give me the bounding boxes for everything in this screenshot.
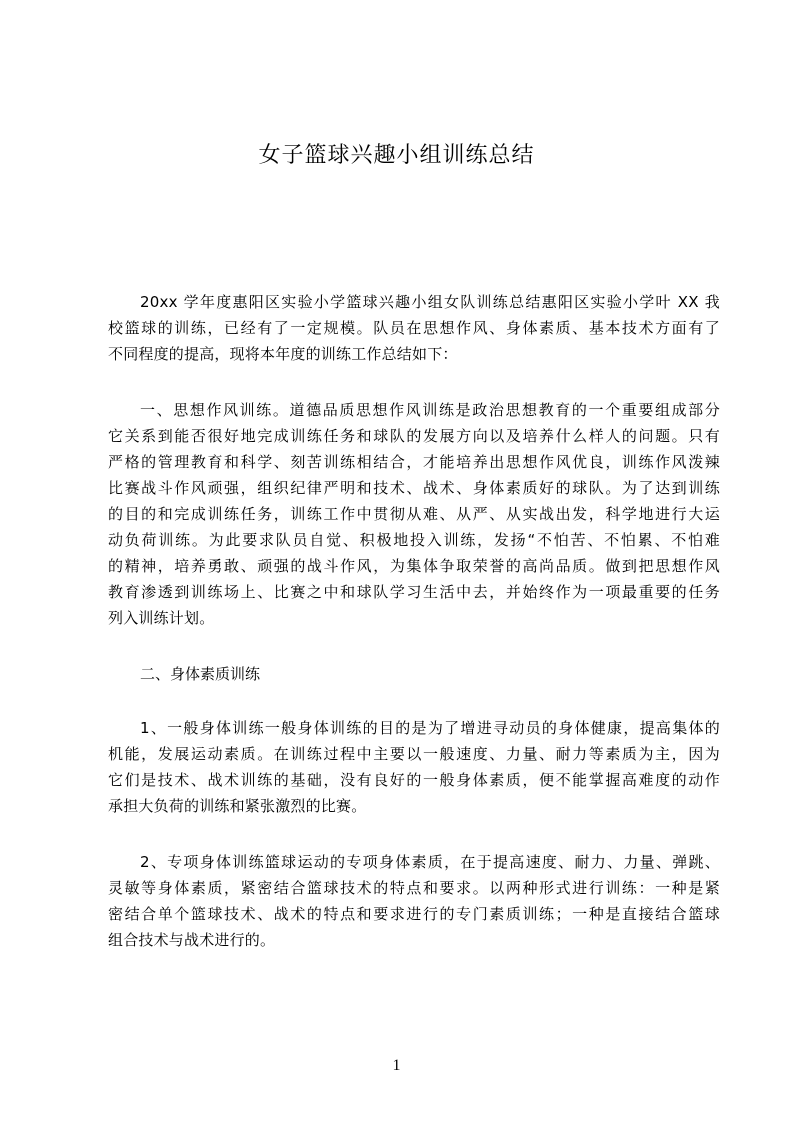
intro-line: 不同程度的提高，现将本年度的训练工作总结如下： <box>108 345 458 363</box>
section1-line: 列入训练计划。 <box>108 609 215 627</box>
section2-p1-line: 承担大负荷的训练和紧张激烈的比赛。 <box>108 797 367 815</box>
section2-p1-line: 1、一般身体训练一般身体训练的目的是为了增进寻动员的身体健康，提高集体的 <box>140 719 720 737</box>
section2-p2-line: 2、专项身体训练篮球运动的专项身体素质，在于提高速度、耐力、力量、弹跳、 <box>140 853 720 871</box>
intro-line: 20xx 学年度惠阳区实验小学篮球兴趣小组女队训练总结惠阳区实验小学叶 XX 我 <box>140 293 720 311</box>
section1-line: 的精神，培养勇敢、顽强的战斗作风，为集体争取荣誉的高尚品质。做到把思想作风 <box>108 557 720 575</box>
section2-p2-line: 灵敏等身体素质，紧密结合篮球技术的特点和要求。以两种形式进行训练：一种是紧 <box>108 879 720 897</box>
section1-line: 比赛战斗作风顽强，组织纪律严明和技术、战术、身体素质好的球队。为了达到训练 <box>108 479 720 497</box>
document-title: 女子篮球兴趣小组训练总结 <box>258 143 535 168</box>
section1-line: 严格的管理教育和科学、刻苦训练相结合，才能培养出思想作风优良，训练作风泼辣 <box>108 453 720 471</box>
section1-line: 它关系到能否很好地完成训练任务和球队的发展方向以及培养什么样人的问题。只有 <box>108 427 720 445</box>
section2-heading: 二、身体素质训练 <box>140 665 261 683</box>
intro-line: 校篮球的训练，已经有了一定规模。队员在思想作风、身体素质、基本技术方面有了 <box>108 319 720 337</box>
page-number: 1 <box>392 1057 401 1074</box>
section2-p1-line: 机能，发展运动素质。在训练过程中主要以一般速度、力量、耐力等素质为主，因为 <box>108 745 720 763</box>
section2-p2-line: 组合技术与战术进行的。 <box>108 931 276 949</box>
section1-line: 动负荷训练。为此要求队员自觉、积极地投入训练，发扬“不怕苦、不怕累、不怕难 <box>108 531 720 549</box>
section1-line: 教育渗透到训练场上、比赛之中和球队学习生活中去，并始终作为一项最重要的任务 <box>108 583 720 601</box>
section1-line: 的目的和完成训练任务，训练工作中贯彻从难、从严、从实战出发，科学地进行大运 <box>108 505 720 523</box>
section2-p1-line: 它们是技术、战术训练的基础，没有良好的一般身体素质，便不能掌握高难度的动作 <box>108 771 720 789</box>
section2-p2-line: 密结合单个篮球技术、战术的特点和要求进行的专门素质训练；一种是直接结合篮球 <box>108 905 720 923</box>
section1-line: 一、思想作风训练。道德品质思想作风训练是政治思想教育的一个重要组成部分 <box>140 401 720 419</box>
